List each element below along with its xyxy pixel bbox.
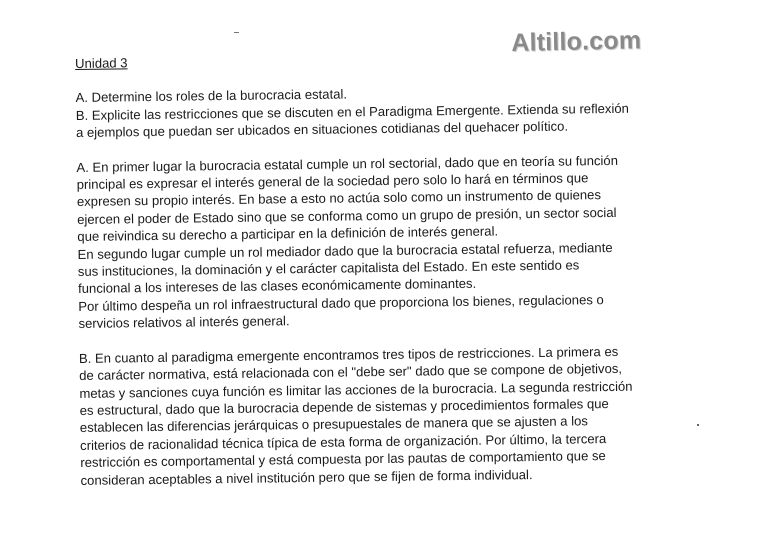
answer-a-line: sus instituciones, la dominación y el carácter capitalista del Estado. En este sentido es xyxy=(77,257,580,280)
answer-a-line: A. En primer lugar la burocracia estatal cumple un rol sectorial, dado que en teoría su función xyxy=(76,152,619,175)
scan-speck xyxy=(234,32,239,33)
question-line: A. Determine los roles de la burocracia estatal. xyxy=(75,86,348,106)
unit-title: Unidad 3 xyxy=(75,55,128,71)
answer-b-line: criterios de racionalidad técnica típica de esta forma de organización. Por último, la tercera xyxy=(80,430,607,453)
document-body xyxy=(75,46,741,489)
answer-b-line: de carácter normativa, está relacionada con el "debe ser" dado que se compone de objetivos, xyxy=(79,360,623,384)
answer-a-block xyxy=(76,150,738,333)
answer-a-line: expresen su propio interés. En base a esto no actúa solo como un instrumento de quienes xyxy=(76,187,602,210)
answer-b-line: restricción es comportamental y está compuesta por las pautas de comportamiento que se xyxy=(80,448,606,471)
question-line: B. Explicite las restricciones que se discuten en el Paradigma Emergente. Extienda su reflexión xyxy=(75,100,629,123)
answer-b-line: es estructural, dado que la burocracia depende de sistemas y procedimientos formales que xyxy=(79,395,609,418)
answer-b-line: establecen las diferencias jerárquicas o presupuestales de manera que se ajusten a los xyxy=(79,413,588,436)
answer-b-line: metas y sanciones cuya función es limitar las acciones de la burocracia. La segunda restricción xyxy=(79,378,633,401)
answer-a-line: que reivindica su derecho a participar en la definición de interés general. xyxy=(77,223,499,245)
answer-a-line: funcional a los intereses de las clases económicamente dominantes. xyxy=(77,276,477,297)
answer-a-line: servicios relativos al interés general. xyxy=(78,313,290,332)
answer-b-block xyxy=(79,341,741,489)
answer-a-line: ejercen el poder de Estado sino que se conforma como un grupo de presión, un sector social xyxy=(77,204,617,227)
answer-a-line: Por último despeña un rol infraestructural dado que proporciona los bienes, regulaciones o xyxy=(78,291,604,314)
question-line: a ejemplos que puedan ser ubicados en situaciones cotidianas del quehacer político. xyxy=(75,118,569,141)
answer-b-line: consideran aceptables a nivel institución pero que se fijen de forma individual. xyxy=(80,466,533,488)
answer-a-line: principal es expresar el interés general de la sociedad pero solo lo hará en términos que xyxy=(76,170,589,193)
answer-a-line: En segundo lugar cumple un rol mediador dado que la burocracia estatal refuerza, mediante xyxy=(77,239,613,262)
watermark-logo: Altillo.com xyxy=(511,26,642,57)
answer-b-line: B. En cuanto al paradigma emergente encontramos tres tipos de restricciones. La primera es xyxy=(78,343,619,366)
questions-block xyxy=(75,81,736,142)
